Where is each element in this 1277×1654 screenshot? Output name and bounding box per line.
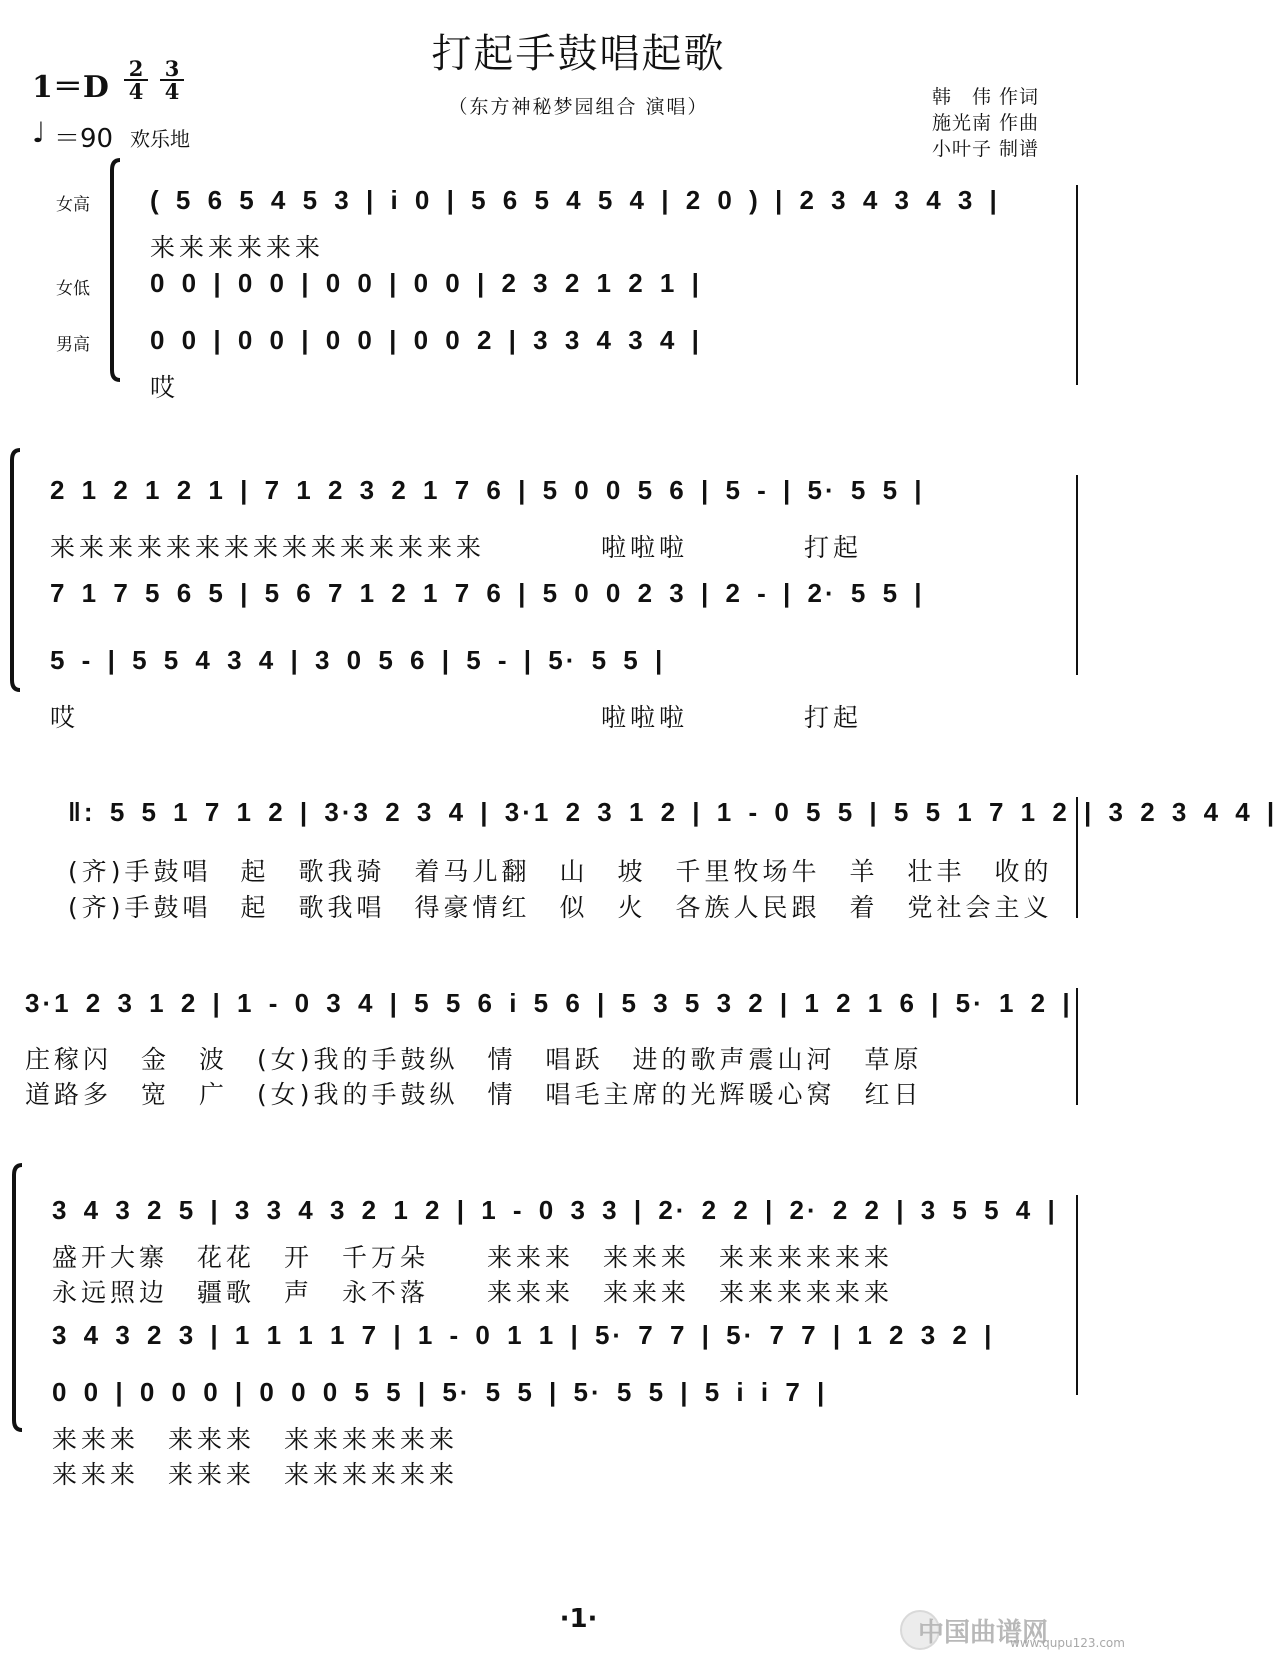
watermark-url: www.qupu123.com xyxy=(1010,1636,1125,1650)
lyric-line: 来来来 来来来 来来来来来来 xyxy=(52,1425,459,1454)
time-sig-denominator: 4 xyxy=(164,79,180,104)
watermark-text: 中国曲谱网 xyxy=(918,1618,1049,1648)
time-sig-denominator: 4 xyxy=(128,79,144,104)
lyric-line: 来来来来来来来来来来来来来来来 啦啦啦 打起 xyxy=(50,533,863,562)
lyric-line: (齐)手鼓唱 起 歌我唱 得豪情红 似 火 各族人民跟 着 党社会主义 xyxy=(68,893,1053,922)
notation-line: 5 - | 5 5 4 3 4 | 3 0 5 6 | 5 - | 5· 5 5 | xyxy=(50,645,666,675)
lyric-line: 来来来来来来 xyxy=(150,233,325,262)
notation-line: 2 1 2 1 2 1 | 7 1 2 3 2 1 7 6 | 5 0 0 5 6 | 5 - | 5· 5 5 | xyxy=(50,475,925,505)
key-signature: 1＝D xyxy=(32,70,109,105)
notation-line: 3·1 2 3 1 2 | 1 - 0 3 4 | 5 5 6 i 5 6 | 5 3 5 3 2 | 1 2 1 6 | 5· 1 2 | xyxy=(25,988,1073,1018)
lyric-line: 哎 啦啦啦 打起 xyxy=(50,703,863,732)
system-bracket xyxy=(14,1165,22,1430)
credit-lyricist: 韩 伟 作词 xyxy=(932,86,1040,108)
lyric-line: 庄稼闪 金 波 (女)我的手鼓纵 情 唱跃 进的歌声震山河 草原 xyxy=(25,1045,923,1074)
lyric-line: 永远照边 疆歌 声 永不落 来来来 来来来 来来来来来来 xyxy=(52,1278,894,1307)
notation-line: 7 1 7 5 6 5 | 5 6 7 1 2 1 7 6 | 5 0 0 2 3 | 2 - | 2· 5 5 | xyxy=(50,578,925,608)
notation-line: ‖: 5 5 1 7 1 2 | 3·3 2 3 4 | 3·1 2 3 1 2 | 1 - 0 5 5 | 5 5 1 7 1 2 | 3 2 3 4 4 | xyxy=(68,797,1277,827)
notation-line: 0 0 | 0 0 0 | 0 0 0 5 5 | 5· 5 5 | 5· 5 5 | 5 i i 7 | xyxy=(52,1377,828,1407)
notation-line: 0 0 | 0 0 | 0 0 | 0 0 | 2 3 2 1 2 1 | xyxy=(150,268,702,298)
expression-marking: 欢乐地 xyxy=(130,127,190,151)
lyric-line: (齐)手鼓唱 起 歌我骑 着马儿翻 山 坡 千里牧场牛 羊 壮丰 收的 xyxy=(68,857,1053,886)
voice-label-soprano: 女高 xyxy=(56,195,90,215)
lyric-line: 来来来 来来来 来来来来来来 xyxy=(52,1460,459,1489)
credit-composer: 施光南 作曲 xyxy=(932,112,1040,134)
song-title: 打起手鼓唱起歌 xyxy=(431,31,726,77)
page-number: ·1· xyxy=(559,1604,598,1634)
quarter-note-icon: ♩ xyxy=(32,116,46,149)
lyric-line: 哎 xyxy=(150,373,180,402)
lyric-line: 道路多 宽 广 (女)我的手鼓纵 情 唱毛主席的光辉暖心窝 红日 xyxy=(25,1080,923,1109)
lyric-line: 盛开大寨 花花 开 千万朵 来来来 来来来 来来来来来来 xyxy=(52,1243,894,1272)
performer-line: （东方神秘梦园组合 演唱） xyxy=(448,96,709,118)
tempo-marking: ＝90 xyxy=(54,124,114,154)
voice-label-alto: 女低 xyxy=(56,279,90,299)
voice-label-tenor: 男高 xyxy=(56,335,90,355)
notation-line: 3 4 3 2 5 | 3 3 4 3 2 1 2 | 1 - 0 3 3 | 2· 2 2 | 2· 2 2 | 3 5 5 4 | xyxy=(52,1195,1058,1225)
time-sig-numerator: 2 xyxy=(124,58,148,81)
credit-transcriber: 小叶子 制谱 xyxy=(932,138,1040,160)
notation-line: ( 5 6 5 4 5 3 | i 0 | 5 6 5 4 5 4 | 2 0 ) | 2 3 4 3 4 3 | xyxy=(150,185,1000,215)
system-bracket xyxy=(112,160,120,380)
system-bracket xyxy=(12,450,20,690)
time-sig-numerator: 3 xyxy=(160,58,184,81)
notation-line: 3 4 3 2 3 | 1 1 1 1 7 | 1 - 0 1 1 | 5· 7 7 | 5· 7 7 | 1 2 3 2 | xyxy=(52,1320,995,1350)
notation-line: 0 0 | 0 0 | 0 0 | 0 0 2 | 3 3 4 3 4 | xyxy=(150,325,702,355)
